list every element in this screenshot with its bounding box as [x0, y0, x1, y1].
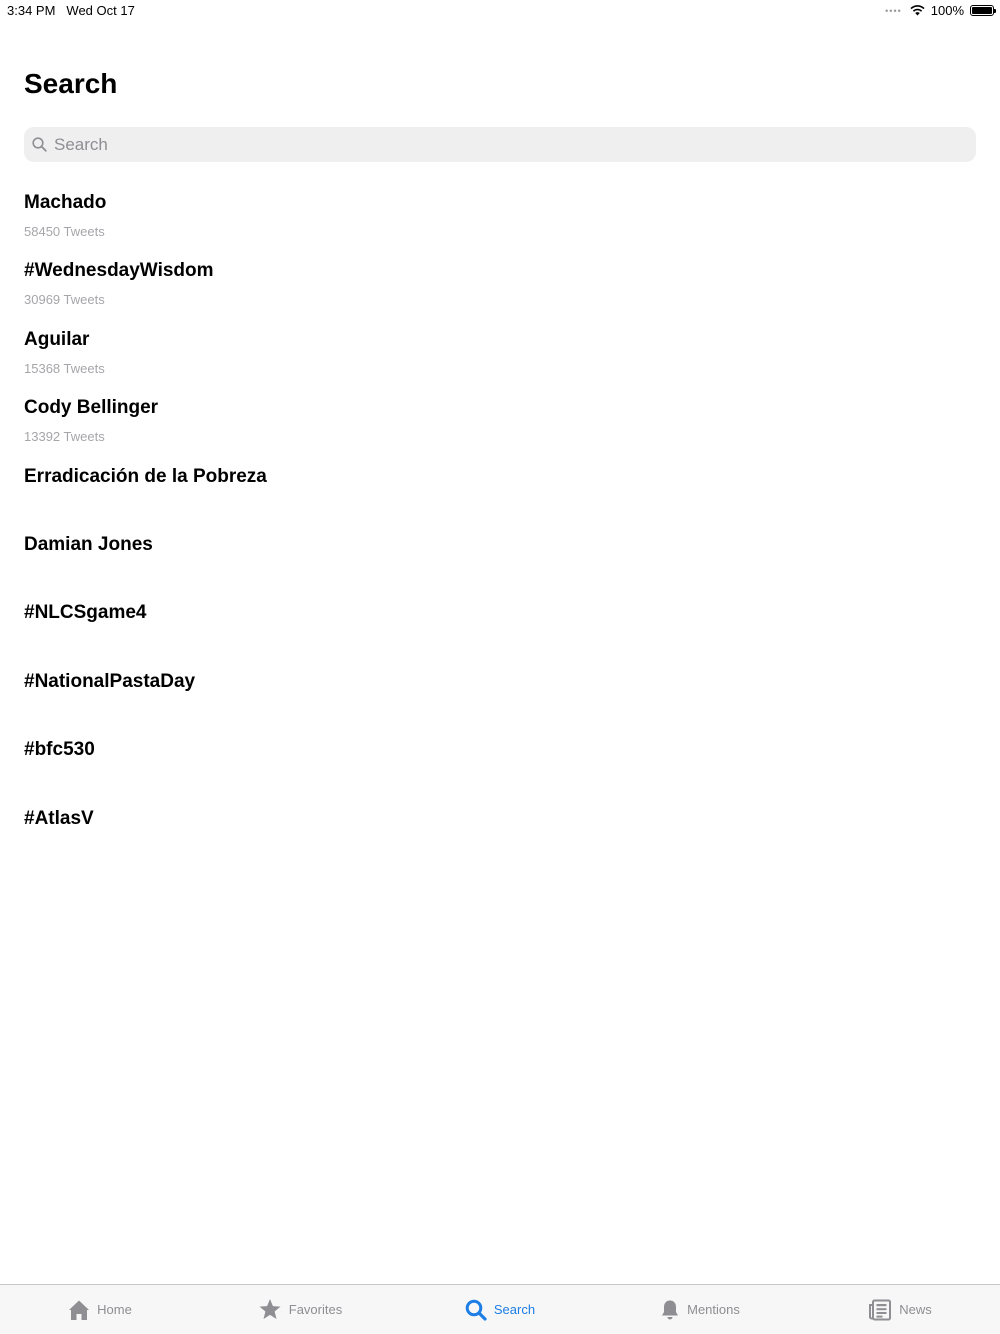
bell-icon [660, 1299, 680, 1321]
signal-dots-icon: •••• [885, 5, 902, 16]
search-input[interactable] [54, 135, 934, 155]
star-icon [258, 1298, 282, 1321]
battery-icon [970, 5, 994, 16]
trend-name: #NLCSgame4 [24, 602, 147, 624]
trend-name: #bfc530 [24, 739, 95, 761]
trend-name: #AtlasV [24, 807, 94, 829]
page-title: Search [24, 68, 118, 99]
trend-item[interactable] [24, 325, 976, 393]
tab-news[interactable] [800, 1285, 1000, 1334]
trend-item[interactable] [24, 735, 976, 803]
tab-home[interactable] [0, 1285, 200, 1334]
trend-name: Cody Bellinger [24, 397, 159, 419]
status-time: 3:34 PM [7, 3, 56, 18]
trend-tweet-count: 58450 Tweets [24, 224, 105, 239]
tab-search[interactable] [400, 1285, 600, 1334]
tab-label: Favorites [288, 1302, 343, 1317]
tab-label: News [899, 1302, 932, 1317]
trend-item[interactable] [24, 393, 976, 461]
trend-tweet-count: 13392 Tweets [24, 429, 105, 445]
status-date: Wed Oct 17 [66, 3, 135, 18]
trend-name: Aguilar [24, 328, 90, 350]
trend-tweet-count: 30969 Tweets [24, 292, 105, 308]
status-right [885, 3, 994, 18]
trend-list [24, 188, 976, 872]
newspaper-icon [868, 1299, 892, 1321]
trend-name: Machado [24, 192, 107, 213]
tab-mentions[interactable] [600, 1285, 800, 1334]
battery-percent: 100% [930, 3, 964, 18]
trend-item[interactable] [24, 530, 976, 598]
home-icon [68, 1299, 90, 1321]
trend-tweet-count: 15368 Tweets [24, 360, 105, 376]
tab-label: Search [493, 1302, 536, 1317]
tab-label: Mentions [687, 1302, 740, 1317]
search-icon [32, 137, 47, 152]
trend-item[interactable] [24, 462, 976, 530]
trend-item[interactable] [24, 667, 976, 735]
trend-item[interactable] [24, 804, 976, 872]
status-bar [0, 0, 1000, 22]
trend-item[interactable] [24, 256, 976, 324]
tab-bar [0, 1284, 1000, 1334]
trend-name: #WednesdayWisdom [24, 260, 214, 282]
trend-item[interactable] [24, 598, 976, 666]
wifi-icon [910, 5, 925, 16]
status-left [7, 3, 135, 18]
trend-name: Erradicación de la Pobreza [24, 465, 267, 487]
tab-favorites[interactable] [200, 1285, 400, 1334]
search-bar[interactable] [24, 127, 976, 162]
trend-item[interactable] [24, 188, 976, 256]
battery-fill [972, 7, 992, 14]
search-icon [465, 1299, 487, 1321]
tab-label: Home [97, 1302, 132, 1317]
trend-name: Damian Jones [24, 533, 153, 555]
trend-name: #NationalPastaDay [24, 670, 196, 692]
